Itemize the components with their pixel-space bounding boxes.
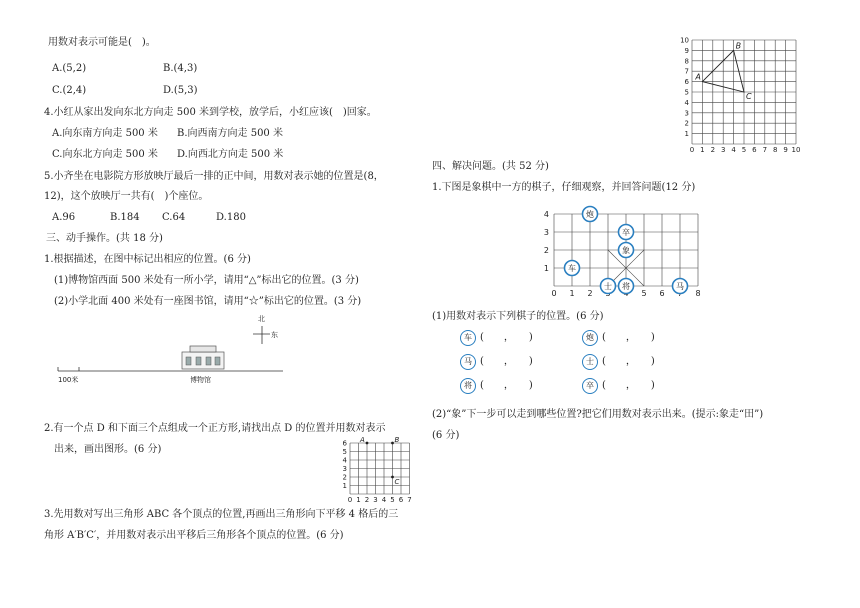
piece-badge-炮: 炮: [582, 330, 598, 346]
square-grid-x-tick: 5: [390, 496, 395, 504]
triangle-grid-y-tick: 10: [680, 36, 689, 45]
q3-tail: 用数对表示可能是( )。: [48, 37, 156, 48]
s3-q2-line1: 2.有一个点 D 和下面三个点组成一个正方形,请找出点 D 的位置并用数对表示: [44, 423, 386, 434]
coordinate-blank[interactable]: ( ， ): [602, 380, 655, 391]
q3-option-b: B.(4,3): [163, 63, 198, 74]
s3-q1: 1.根据描述，在图中标记出相应的位置。(6 分): [44, 254, 251, 265]
square-grid-y-tick: 5: [342, 448, 347, 456]
s3-q3-line2: 角形 A′B′C′，并用数对表示出平移后三角形各个顶点的位置。(6 分): [44, 530, 344, 541]
q5-line2: 12)，这个放映厅一共有( )个座位。: [44, 191, 209, 202]
chess-y-tick: 2: [543, 246, 549, 255]
chess-x-tick: 2: [587, 289, 593, 298]
q5-option-d: D.180: [216, 212, 246, 223]
s3-q2-line2: 出来，画出图形。(6 分): [54, 444, 162, 455]
q4-option-c: C.向东北方向走 500 米: [52, 149, 158, 160]
compass-east-label: 东: [271, 331, 278, 339]
q5-option-b: B.184: [110, 212, 140, 223]
chess-piece-将: [619, 279, 634, 294]
q5-line1: 5.小齐坐在电影院方形放映厅最后一排的正中间，用数对表示她的位置是(8，: [44, 171, 384, 182]
chess-piece-label: 车: [568, 264, 576, 273]
point-label-A: A: [360, 436, 365, 444]
s3-q1-sub2: (2)小学北面 400 米处有一座图书馆，请用“☆”标出它的位置。(3 分): [54, 296, 362, 307]
triangle-grid-y-tick: 9: [684, 46, 689, 55]
triangle-grid-y-tick: 3: [684, 109, 689, 118]
square-grid-x-tick: 2: [364, 496, 370, 504]
triangle-grid-x-tick: 2: [710, 146, 716, 154]
s4-q1-sub1: (1)用数对表示下列棋子的位置。(6 分): [432, 311, 604, 322]
s3-q3-line1: 3.先用数对写出三角形 ABC 各个顶点的位置,再画出三角形向下平移 4 格后的三: [44, 509, 399, 520]
q4-stem: 4.小红从家出发向东北方向走 500 米到学校，放学后，小红应该( )回家。: [44, 107, 377, 118]
chess-x-tick: 8: [695, 289, 701, 298]
coordinate-blank[interactable]: ( ， ): [480, 332, 533, 343]
triangle-grid-y-tick: 4: [684, 98, 689, 107]
q4-option-d: D.向西北方向走 500 米: [177, 149, 284, 160]
answer-row-士: [582, 354, 655, 370]
chess-y-tick: 4: [543, 210, 549, 219]
museum-building-icon: [182, 346, 224, 369]
triangle-grid-x-tick: 8: [772, 146, 778, 154]
answer-row-马: [460, 354, 533, 370]
square-grid-x-tick: 1: [356, 496, 361, 504]
square-grid-y-tick: 3: [342, 465, 347, 473]
answer-row-卒: [582, 378, 655, 394]
chess-piece-车: [565, 261, 580, 276]
triangle-grid-y-tick: 1: [684, 130, 689, 139]
compass-icon: [253, 314, 278, 344]
scale-label: 100米: [58, 376, 79, 384]
triangle-grid-y-tick: 6: [684, 78, 689, 87]
triangle-grid-x-tick: 10: [791, 146, 801, 154]
square-grid-y-tick: 1: [342, 482, 347, 490]
triangle-grid-x-tick: 3: [720, 146, 726, 154]
q3-option-c: C.(2,4): [52, 85, 87, 96]
triangle-grid-y-tick: 8: [684, 57, 689, 66]
coordinate-blank[interactable]: ( ， ): [480, 380, 533, 391]
chess-x-tick: 0: [551, 289, 557, 298]
grid-triangle-diagram: [678, 36, 808, 158]
answer-row-炮: [582, 330, 655, 346]
museum-label: 博物馆: [190, 376, 211, 384]
point-A: [366, 442, 369, 445]
coordinate-blank[interactable]: ( ， ): [480, 356, 533, 367]
triangle-vertex-A: A: [695, 72, 701, 82]
q4-option-a: A.向东南方向走 500 米: [52, 128, 158, 139]
q4-option-b: B.向西南方向走 500 米: [177, 128, 283, 139]
square-grid-x-tick: 7: [407, 496, 412, 504]
triangle-grid-x-tick: 7: [762, 146, 768, 154]
chess-piece-label: 士: [604, 282, 612, 291]
section-3-heading: 三、动手操作。(共 18 分): [46, 233, 163, 244]
chess-piece-士: [601, 279, 616, 294]
square-grid-x-tick: 3: [373, 496, 378, 504]
triangle-grid-x-tick: 4: [731, 146, 736, 154]
chess-x-tick: 6: [659, 289, 665, 298]
chess-board-diagram: [540, 204, 720, 304]
triangle-grid-x-tick: 6: [752, 146, 757, 154]
triangle-grid-y-tick: 7: [684, 67, 689, 76]
q3-option-d: D.(5,3): [163, 85, 198, 96]
chess-piece-label: 马: [676, 282, 684, 291]
triangle-grid-x-tick: 0: [689, 146, 695, 154]
square-grid-y-tick: 2: [342, 473, 347, 482]
piece-badge-士: 士: [582, 354, 598, 370]
q5-option-c: C.64: [162, 212, 186, 223]
museum-map: [50, 310, 420, 390]
q3-option-a: A.(5,2): [52, 63, 87, 74]
point-label-C: C: [394, 478, 400, 486]
triangle-grid-y-tick: 2: [684, 119, 689, 128]
chess-x-tick: 5: [641, 289, 647, 298]
triangle-vertex-C: C: [746, 92, 752, 101]
square-grid-y-tick: 6: [342, 439, 347, 448]
s4-q1-sub2-line2: (6 分): [432, 430, 460, 441]
chess-piece-label: 象: [622, 246, 630, 255]
triangle-grid-y-tick: 5: [684, 88, 689, 97]
s4-q1-sub2-line1: (2)“象”下一步可以走到哪些位置?把它们用数对表示出来。(提示:象走“田”): [432, 409, 764, 420]
chess-piece-卒: [619, 225, 634, 240]
triangle-grid-x-tick: 9: [783, 146, 788, 154]
chess-piece-label: 将: [622, 282, 630, 291]
grid-square-diagram: [340, 436, 420, 504]
chess-piece-象: [619, 243, 634, 258]
chess-piece-label: 炮: [586, 210, 594, 219]
piece-badge-马: 马: [460, 354, 476, 370]
point-C: [391, 476, 394, 479]
q5-option-a: A.96: [52, 212, 76, 223]
answer-row-将: [460, 378, 533, 394]
compass-north-label: 北: [258, 315, 265, 323]
triangle-grid-x-tick: 5: [741, 146, 747, 154]
chess-y-tick: 3: [543, 228, 549, 237]
coordinate-blank[interactable]: ( ， ): [602, 332, 655, 343]
point-label-B: B: [394, 436, 400, 444]
point-B: [391, 442, 394, 445]
answer-row-车: [460, 330, 533, 346]
square-grid-x-tick: 6: [398, 496, 404, 504]
square-grid-x-tick: 4: [381, 496, 387, 504]
section-4-heading: 四、解决问题。(共 52 分): [432, 161, 549, 172]
chess-piece-label: 卒: [622, 228, 630, 237]
chess-y-tick: 1: [543, 264, 549, 273]
square-grid-x-tick: 0: [347, 496, 353, 504]
piece-badge-卒: 卒: [582, 378, 598, 394]
chess-piece-炮: [583, 207, 598, 222]
triangle-grid-x-tick: 1: [700, 146, 705, 154]
square-grid-y-tick: 4: [342, 456, 347, 465]
triangle-vertex-B: B: [735, 41, 742, 51]
chess-piece-马: [673, 279, 688, 294]
chess-x-tick: 1: [569, 289, 575, 298]
s4-q1: 1.下图是象棋中一方的棋子，仔细观察，并回答问题(12 分): [432, 182, 696, 193]
piece-badge-将: 将: [460, 378, 476, 394]
piece-badge-车: 车: [460, 330, 476, 346]
s3-q1-sub1: (1)博物馆西面 500 米处有一所小学，请用“△”标出它的位置。(3 分): [54, 275, 359, 286]
coordinate-blank[interactable]: ( ， ): [602, 356, 655, 367]
